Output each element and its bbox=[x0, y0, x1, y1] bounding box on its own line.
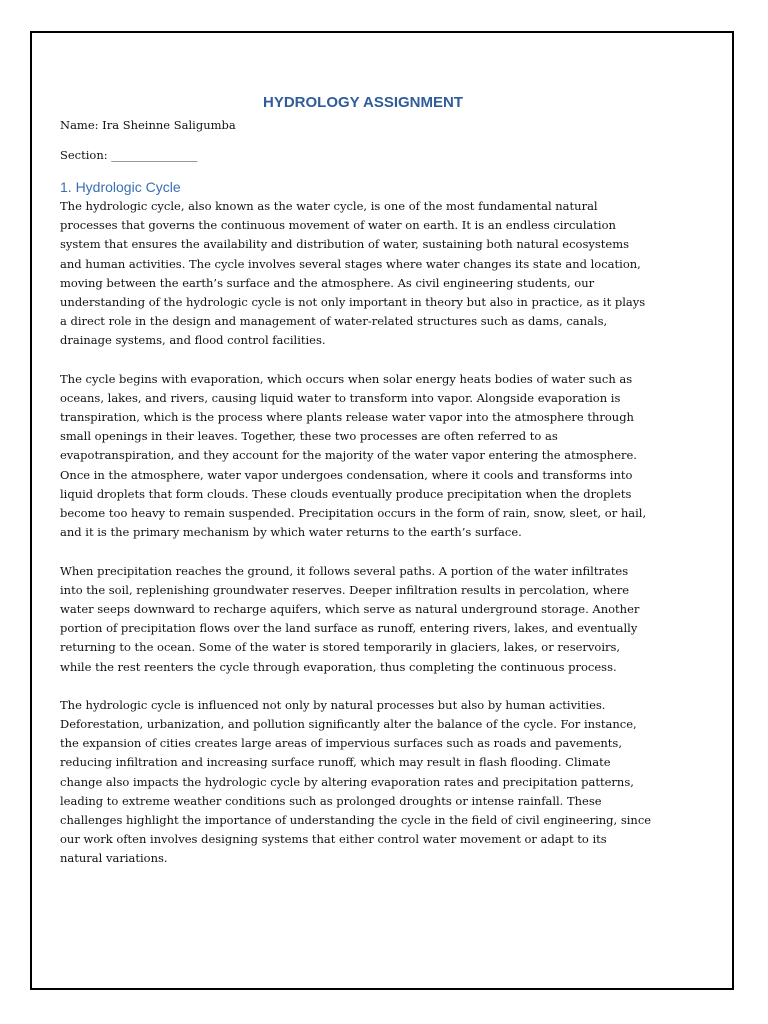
paragraph-line: moving between the earth’s surface and the atmosphere. As civil engineering students, our bbox=[60, 275, 595, 290]
paragraph-line: and it is the primary mechanism by which water returns to the earth’s surface. bbox=[60, 525, 522, 540]
paragraph-line: oceans, lakes, and rivers, causing liquid water to transform into vapor. Alongside evaporation is bbox=[60, 390, 621, 405]
paragraph-line: The hydrologic cycle is influenced not only by natural processes but also by human activities. bbox=[60, 697, 606, 712]
paragraph-line: challenges highlight the importance of understanding the cycle in the field of civil engineering, since bbox=[60, 813, 652, 827]
paragraph-line: Once in the atmosphere, water vapor undergoes condensation, where it cools and transforms into bbox=[60, 467, 633, 482]
paragraph-line: portion of precipitation flows over the land surface as runoff, entering rivers, lakes, and eventually bbox=[60, 621, 638, 636]
document-title: HYDROLOGY ASSIGNMENT bbox=[262, 94, 464, 111]
paragraph-line: understanding of the hydrologic cycle is not only important in theory but also in practice, as it plays bbox=[60, 294, 646, 309]
paragraph-line: leading to extreme weather conditions such as prolonged droughts or intense rainfall. These bbox=[60, 793, 602, 808]
paragraph-line: the expansion of cities creates large areas of impervious surfaces such as roads and pavements, bbox=[60, 736, 622, 751]
paragraph-line: into the soil, replenishing groundwater reserves. Deeper infiltration results in percolation, where bbox=[60, 582, 630, 597]
paragraph-line: evapotranspiration, and they account for the majority of the water vapor entering the atmosphere. bbox=[60, 448, 637, 463]
paragraph-line: and human activities. The cycle involves several stages where water changes its state and location, bbox=[60, 256, 641, 271]
paragraph-line: small openings in their leaves. Together, these two processes are often referred to as bbox=[60, 429, 558, 444]
paragraph-line: system that ensures the availability and distribution of water, sustaining both natural ecosystems bbox=[60, 237, 630, 252]
paragraph-line: The hydrologic cycle, also known as the water cycle, is one of the most fundamental natural bbox=[60, 199, 598, 213]
paragraph-line: while the rest reenters the cycle through evaporation, thus completing the continuous process. bbox=[60, 659, 617, 674]
paragraph bbox=[60, 197, 666, 351]
paragraph-line: reducing infiltration and increasing surface runoff, which may result in flash flooding. Climate bbox=[60, 755, 611, 770]
paragraph-line: returning to the ocean. Some of the water is stored temporarily in glaciers, lakes, or reservoirs, bbox=[60, 640, 621, 655]
paragraph-line: change also impacts the hydrologic cycle by altering evaporation rates and precipitation patterns, bbox=[60, 774, 634, 789]
paragraphs-container bbox=[60, 197, 666, 869]
document-body bbox=[60, 93, 666, 869]
paragraph-line: drainage systems, and flood control facilities. bbox=[60, 333, 326, 348]
paragraph-line: become too heavy to remain suspended. Precipitation occurs in the form of rain, snow, sleet, or hail, bbox=[60, 506, 647, 520]
paragraph-line: The cycle begins with evaporation, which occurs when solar energy heats bodies of water such as bbox=[60, 371, 633, 386]
paragraph-line: When precipitation reaches the ground, it follows several paths. A portion of the water infiltrates bbox=[60, 563, 629, 578]
paragraph bbox=[60, 370, 666, 543]
paragraph bbox=[60, 696, 666, 869]
paragraph bbox=[60, 562, 666, 677]
paragraph-line: processes that governs the continuous movement of water on earth. It is an endless circulation bbox=[60, 218, 616, 233]
paragraph-line: a direct role in the design and management of water-related structures such as dams, canals, bbox=[60, 314, 608, 329]
paragraph-line: transpiration, which is the process where plants release water vapor into the atmosphere through bbox=[60, 410, 634, 425]
paragraph-line: Deforestation, urbanization, and pollution significantly alter the balance of the cycle. For instance, bbox=[60, 717, 637, 732]
section-heading: 1. Hydrologic Cycle bbox=[60, 179, 181, 195]
section-line: Section: _______________ bbox=[60, 148, 198, 162]
paragraph-line: natural variations. bbox=[60, 851, 168, 866]
paragraph-line: liquid droplets that form clouds. These clouds eventually produce precipitation when the droplets bbox=[60, 486, 632, 501]
paragraph-line: our work often involves designing systems that either control water movement or adapt to its bbox=[60, 832, 607, 847]
paragraph-line: water seeps downward to recharge aquifers, which serve as natural underground storage. Another bbox=[60, 601, 640, 616]
name-line: Name: Ira Sheinne Saligumba bbox=[60, 118, 236, 132]
